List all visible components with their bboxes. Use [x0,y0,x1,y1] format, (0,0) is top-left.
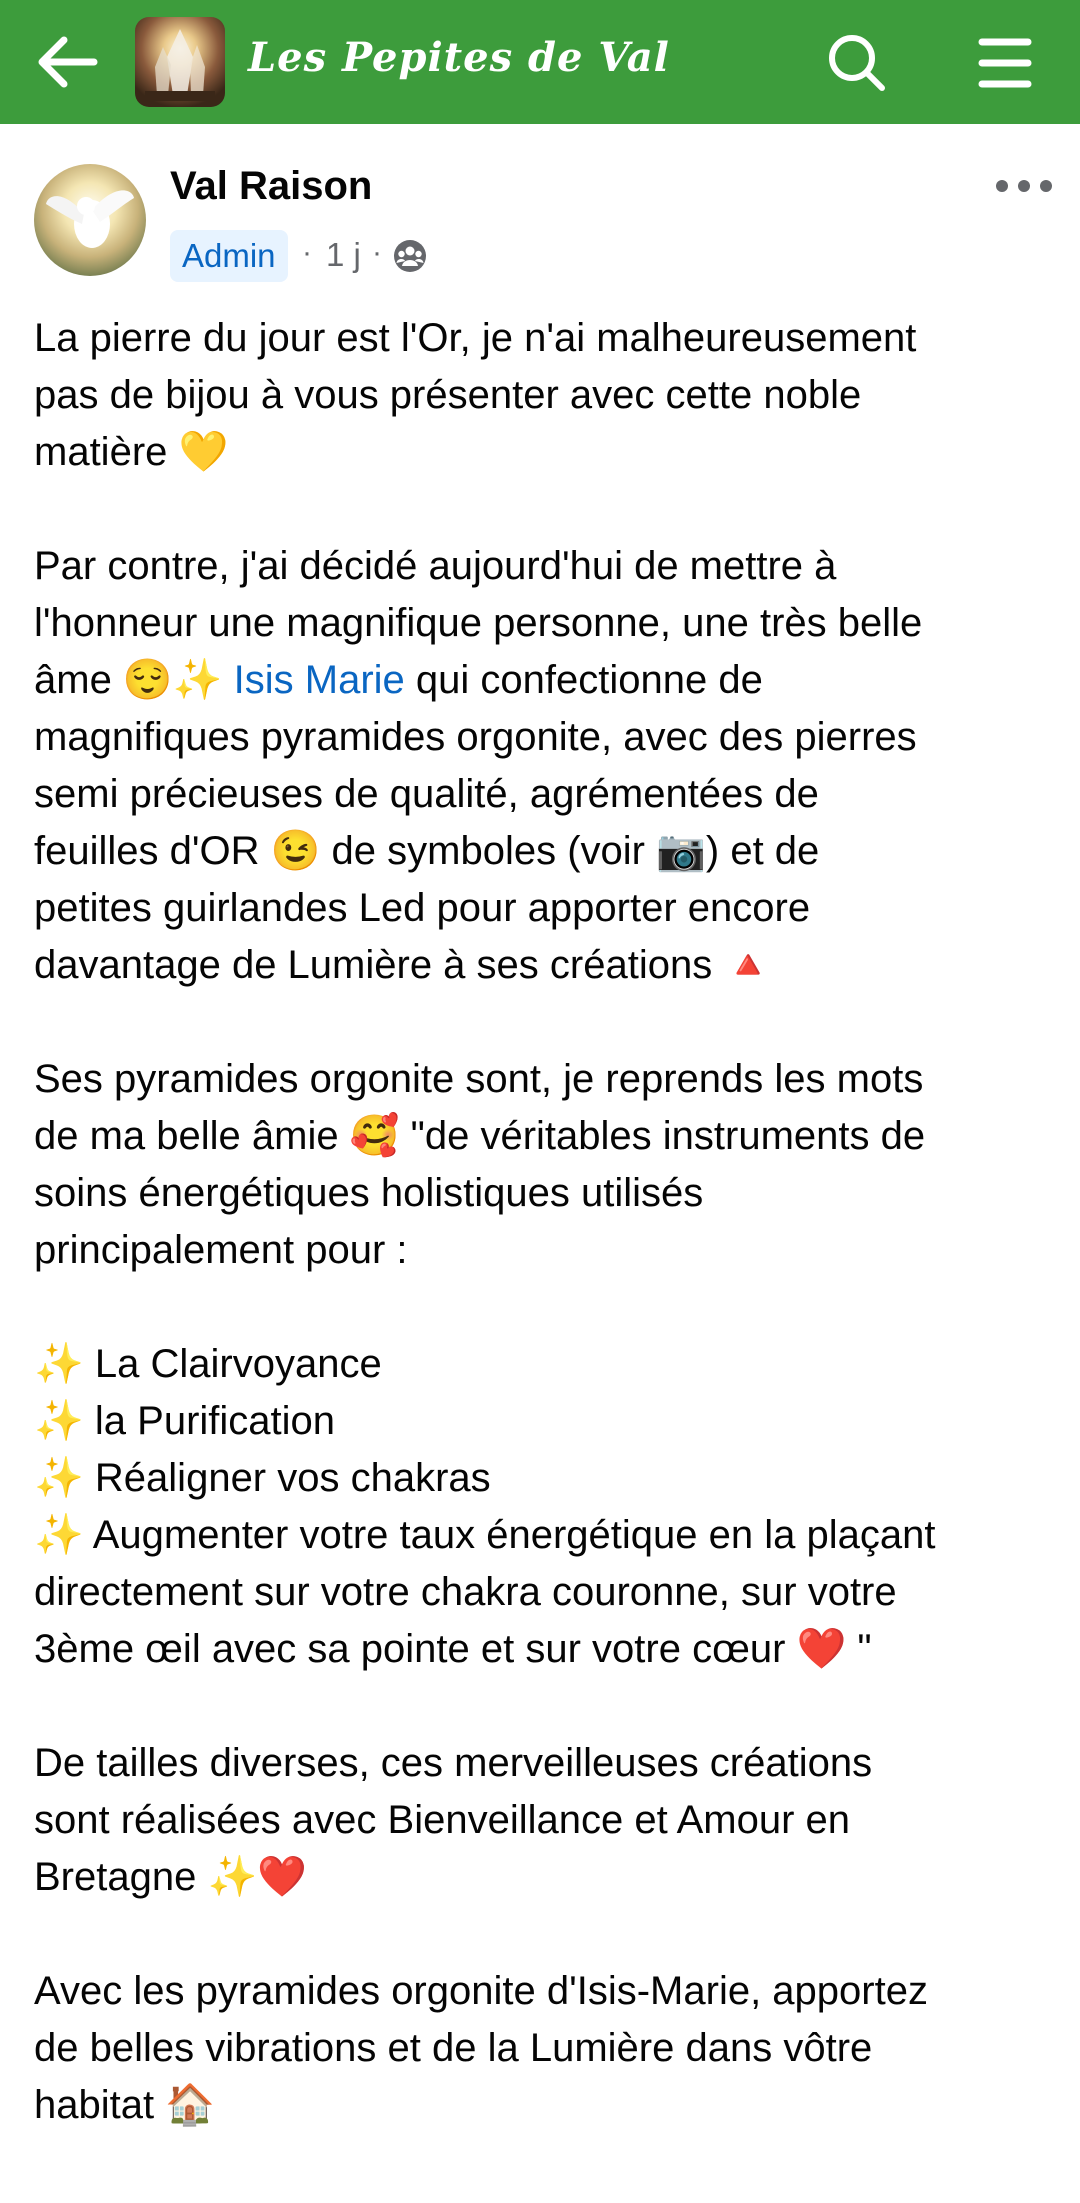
post-text-segment: feuilles d'OR 😉 de symboles (voir 📷) et de [34,829,820,873]
hamburger-menu-icon [970,30,1040,96]
post-line [34,1564,1054,1621]
post-line [34,1621,1054,1678]
post-line [34,310,1054,367]
post-line [34,766,1054,823]
post-text-segment: magnifiques pyramides orgonite, avec des pierres [34,715,917,759]
post-line [34,652,1054,709]
post-line [34,1849,1054,1906]
post-paragraph [34,1735,1054,1906]
top-bar [0,0,1080,124]
post-text-segment: Ses pyramides orgonite sont, je reprends les mots [34,1057,924,1101]
post-paragraph [34,1336,1054,1678]
post-timestamp[interactable]: 1 j [326,236,361,273]
post-line [34,880,1054,937]
post-line [34,823,1054,880]
mention-link[interactable]: Isis Marie [233,658,405,702]
post-line [34,1108,1054,1165]
post-text-segment: habitat 🏠 [34,2083,216,2127]
post-text-segment: petites guirlandes Led pour apporter encore [34,886,811,930]
post-line [34,367,1054,424]
post-text [34,310,1054,2134]
post-text-segment: davantage de Lumière à ses créations 🔺 [34,943,774,987]
post-line [34,1792,1054,1849]
search-icon [822,30,892,96]
more-dots-icon [994,168,1054,204]
crystal-image [135,17,225,107]
post-text-segment: De tailles diverses, ces merveilleuses créations [34,1741,873,1785]
post-line [34,1393,1054,1450]
post-text-segment: soins énergétiques holistiques utilisés [34,1171,704,1215]
post-paragraph [34,1963,1054,2134]
post-text-segment: ✨ Augmenter votre taux énergétique en la plaçant [34,1513,936,1557]
post-text-segment: sont réalisées avec Bienveillance et Amour en [34,1798,851,1842]
post-text-segment: directement sur votre chakra couronne, sur votre [34,1570,897,1614]
post-text-segment: Bretagne ✨❤️ [34,1855,308,1899]
post-text-segment: principalement pour : [34,1228,408,1272]
back-button[interactable] [32,30,102,94]
post-line [34,1222,1054,1279]
post-text-segment: qui confectionne de [404,658,763,702]
post-line [34,424,1054,481]
arrow-left-icon [32,30,102,94]
post-paragraph [34,538,1054,994]
meta-separator: · [302,236,312,269]
post-line [34,1735,1054,1792]
search-button[interactable] [822,30,892,96]
post-text-segment: Avec les pyramides orgonite d'Isis-Marie, apportez [34,1969,928,2013]
post-text-segment: La pierre du jour est l'Or, je n'ai malheureusement [34,316,917,360]
post-text-segment: semi précieuses de qualité, agrémentées de [34,772,819,816]
post-text-segment: Par contre, j'ai décidé aujourd'hui de mettre à [34,544,837,588]
post-text-segment: ✨ La Clairvoyance [34,1342,382,1386]
post-text-segment: ✨ la Purification [34,1399,336,1443]
post-line [34,1336,1054,1393]
post-line [34,595,1054,652]
post-line [34,538,1054,595]
post-text-segment: matière 💛 [34,430,229,474]
post-text-segment: de belles vibrations et de la Lumière dans vôtre [34,2026,873,2070]
post-line [34,2077,1054,2134]
post-line [34,1051,1054,1108]
post-line [34,1507,1054,1564]
post-line [34,1165,1054,1222]
post-paragraph [34,1051,1054,1279]
author-avatar[interactable] [34,164,146,276]
post-line [34,2020,1054,2077]
post-paragraph [34,310,1054,481]
post-text-segment: 3ème œil avec sa pointe et sur votre cœur ❤️ " [34,1627,872,1671]
post-line [34,709,1054,766]
post-text-segment: pas de bijou à vous présenter avec cette noble [34,373,862,417]
post-text-segment: âme 😌✨ [34,658,234,702]
group-avatar[interactable] [135,17,225,107]
more-options-button[interactable] [994,168,1054,204]
author-name[interactable]: Val Raison [170,164,373,208]
group-audience-icon [392,238,428,274]
post-line [34,1450,1054,1507]
dove-image [34,164,146,276]
post-line [34,1963,1054,2020]
meta-separator: · [372,236,382,269]
post-line [34,937,1054,994]
post-text-segment: l'honneur une magnifique personne, une très belle [34,601,923,645]
group-title[interactable]: Les Pepites de Val [248,34,670,81]
post-text-segment: ✨ Réaligner vos chakras [34,1456,491,1500]
post-text-segment: de ma belle âmie 🥰 "de véritables instruments de [34,1114,926,1158]
menu-button[interactable] [970,30,1040,96]
role-badge: Admin [170,230,288,282]
